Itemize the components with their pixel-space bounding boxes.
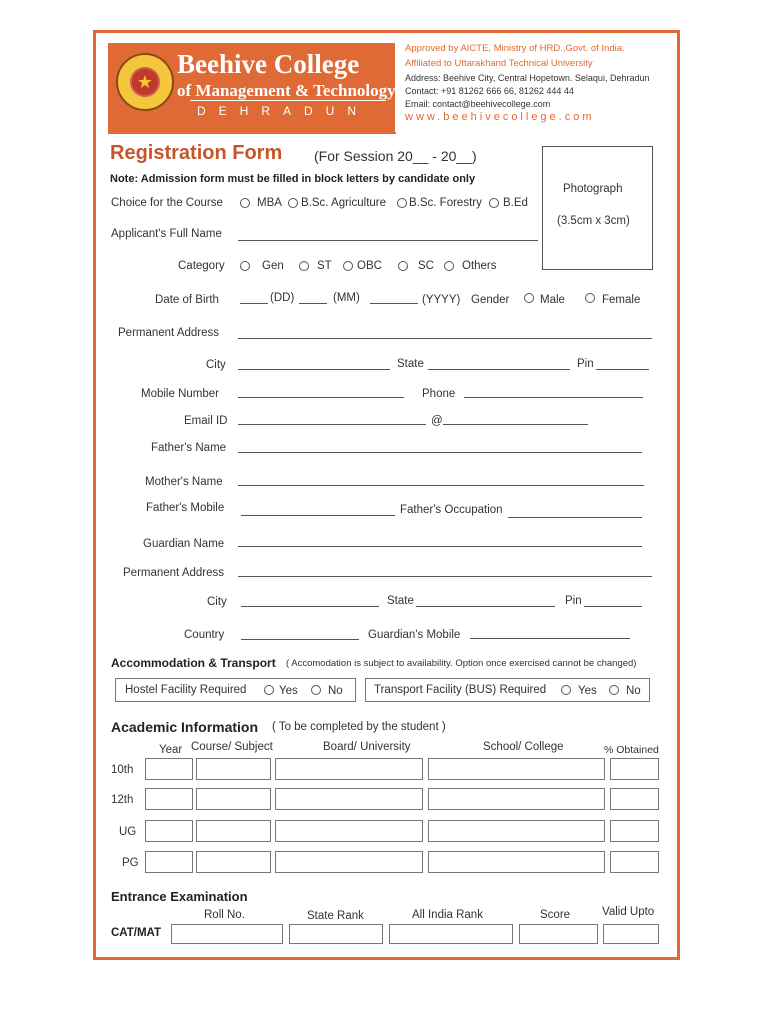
category-st-radio[interactable] [299,261,309,271]
entrance-title: Entrance Examination [111,889,248,904]
dob-label: Date of Birth [155,294,219,306]
gender-label: Gender [471,294,510,306]
email-domain-field[interactable] [443,424,588,425]
col-india-rank: All India Rank [412,909,483,921]
col-state-rank: State Rank [307,910,364,922]
dob-dd-field[interactable] [240,303,268,304]
course-bsc-agri-label: B.Sc. Agriculture [301,197,387,209]
transport-yes-radio[interactable] [561,685,571,695]
cell-10th-percent[interactable] [610,758,659,780]
academic-title: Academic Information [111,719,259,735]
col-percent: % Obtained [604,744,659,756]
cell-ug-year[interactable] [145,820,193,842]
cell-state-rank[interactable] [289,924,383,944]
affiliation-text: Affiliated to Uttarakhand Technical University [405,58,593,69]
cell-ug-percent[interactable] [610,820,659,842]
cell-pg-course[interactable] [196,851,271,873]
cell-valid[interactable] [603,924,659,944]
father-mobile-label: Father's Mobile [146,502,225,514]
course-bsc-forestry-label: B.Sc. Forestry [409,197,482,209]
contact-text: Contact: +91 81262 666 66, 81262 444 44 [405,86,574,96]
transport-label: Transport Facility (BUS) Required [374,684,547,696]
website-link[interactable]: www.beehivecollege.com [405,111,595,123]
cell-10th-board[interactable] [275,758,423,780]
college-logo [116,53,174,111]
email-at: @ [431,415,443,427]
city-label: City [206,359,226,371]
cell-pg-board[interactable] [275,851,423,873]
row-10th-label: 10th [111,764,134,776]
col-school: School/ College [483,741,564,753]
star-icon: ★ [130,67,160,97]
email-text: Email: contact@beehivecollege.com [405,99,551,109]
phone-field[interactable] [464,397,643,398]
guardian-state-label: State [387,595,414,607]
father-name-field[interactable] [238,452,642,453]
col-year: Year [159,744,183,756]
gender-male-label: Male [540,294,565,306]
category-gen-label: Gen [262,260,284,272]
guardian-state-field[interactable] [416,606,555,607]
email-label: Email ID [184,415,228,427]
category-sc-radio[interactable] [398,261,408,271]
hostel-yes-radio[interactable] [264,685,274,695]
category-obc-radio[interactable] [343,261,353,271]
photo-size: (3.5cm x 3cm) [557,215,630,227]
row-12th-label: 12th [111,794,134,806]
mobile-field[interactable] [238,397,404,398]
dob-mm-label: (MM) [333,292,360,304]
session-text: (For Session 20__ - 20__) [314,148,477,164]
email-user-field[interactable] [238,424,426,425]
guardian-mobile-label: Guardian's Mobile [368,629,461,641]
father-occupation-field[interactable] [508,517,642,518]
guardian-name-label: Guardian Name [143,538,225,550]
course-mba-radio[interactable] [240,198,250,208]
course-bsc-forestry-radio[interactable] [397,198,407,208]
instruction-note: Note: Admission form must be filled in block letters by candidate only [110,173,476,185]
category-sc-label: SC [418,260,434,272]
pin-label: Pin [577,358,594,370]
cell-12th-school[interactable] [428,788,605,810]
hostel-no-label: No [328,685,343,697]
hostel-yes-label: Yes [279,685,298,697]
father-occupation-label: Father's Occupation [400,504,503,516]
hostel-no-radio[interactable] [311,685,321,695]
phone-label: Phone [422,388,456,400]
accommodation-title: Accommodation & Transport [111,656,276,670]
col-score: Score [540,909,571,921]
college-city: DEHRADUN [197,104,370,118]
perm-address-field[interactable] [238,338,652,339]
approval-text: Approved by AICTE, Ministry of HRD.,Govt. of India. [405,43,625,54]
cell-12th-year[interactable] [145,788,193,810]
guardian-pin-field[interactable] [584,606,642,607]
cell-pg-year[interactable] [145,851,193,873]
transport-no-label: No [626,685,641,697]
gender-male-radio[interactable] [524,293,534,303]
cell-pg-percent[interactable] [610,851,659,873]
gender-female-label: Female [602,294,641,306]
country-label: Country [184,629,225,641]
row-pg-label: PG [122,857,139,869]
cell-10th-school[interactable] [428,758,605,780]
cell-ug-board[interactable] [275,820,423,842]
guardian-city-field[interactable] [241,606,379,607]
category-obc-label: OBC [357,260,382,272]
full-name-label: Applicant's Full Name [111,228,222,240]
col-course: Course/ Subject [191,741,273,753]
category-gen-radio[interactable] [240,261,250,271]
banner-rule [108,132,396,134]
guardian-mobile-field[interactable] [470,638,630,639]
category-others-radio[interactable] [444,261,454,271]
academic-subtitle: ( To be completed by the student ) [272,721,446,733]
course-bed-label: B.Ed [503,197,528,209]
category-st-label: ST [317,260,332,272]
cell-12th-board[interactable] [275,788,423,810]
hostel-label: Hostel Facility Required [125,684,247,696]
transport-yes-label: Yes [578,685,597,697]
cell-12th-percent[interactable] [610,788,659,810]
guardian-city-label: City [207,596,227,608]
category-others-label: Others [462,260,497,272]
guardian-name-field[interactable] [238,546,642,547]
accommodation-note: ( Accomodation is subject to availability. Option once exercised cannot be changed) [286,658,637,669]
cell-ug-school[interactable] [428,820,605,842]
row-ug-label: UG [119,826,137,838]
dob-yyyy-field[interactable] [370,303,418,304]
course-mba-label: MBA [257,197,282,209]
guardian-address-field[interactable] [238,576,652,577]
pin-field[interactable] [596,369,649,370]
guardian-pin-label: Pin [565,595,582,607]
cell-10th-year[interactable] [145,758,193,780]
cell-score[interactable] [519,924,598,944]
category-label: Category [178,260,225,272]
course-bsc-agri-radio[interactable] [288,198,298,208]
city-field[interactable] [238,369,390,370]
photo-label: Photograph [563,183,623,195]
cat-mat-label: CAT/MAT [111,927,162,939]
course-bed-radio[interactable] [489,198,499,208]
state-field[interactable] [428,369,570,370]
col-valid: Valid Upto [602,906,655,918]
country-field[interactable] [241,639,359,640]
course-label: Choice for the Course [111,197,223,209]
perm-address-label: Permanent Address [118,327,220,339]
mother-name-field[interactable] [238,485,644,486]
father-mobile-field[interactable] [241,515,395,516]
cell-ug-course[interactable] [196,820,271,842]
cell-12th-course[interactable] [196,788,271,810]
photo-box [542,146,653,270]
transport-no-radio[interactable] [609,685,619,695]
col-roll: Roll No. [204,909,245,921]
cell-10th-course[interactable] [196,758,271,780]
mobile-label: Mobile Number [141,388,219,400]
dob-mm-field[interactable] [299,303,327,304]
cell-india-rank[interactable] [389,924,513,944]
cell-pg-school[interactable] [428,851,605,873]
dob-dd-label: (DD) [270,292,295,304]
col-board: Board/ University [323,741,411,753]
divider [190,100,386,101]
mother-name-label: Mother's Name [145,476,223,488]
address-text: Address: Beehive City, Central Hopetown. Selaqui, Dehradun [405,73,650,83]
college-name: Beehive College [177,49,360,79]
college-subtitle: of Management & Technology [177,81,396,100]
gender-female-radio[interactable] [585,293,595,303]
cell-roll[interactable] [171,924,283,944]
state-label: State [397,358,424,370]
full-name-field[interactable] [238,240,538,241]
form-title: Registration Form [110,142,283,164]
guardian-address-label: Permanent Address [123,567,225,579]
father-name-label: Father's Name [151,442,227,454]
dob-yyyy-label: (YYYY) [422,294,461,306]
